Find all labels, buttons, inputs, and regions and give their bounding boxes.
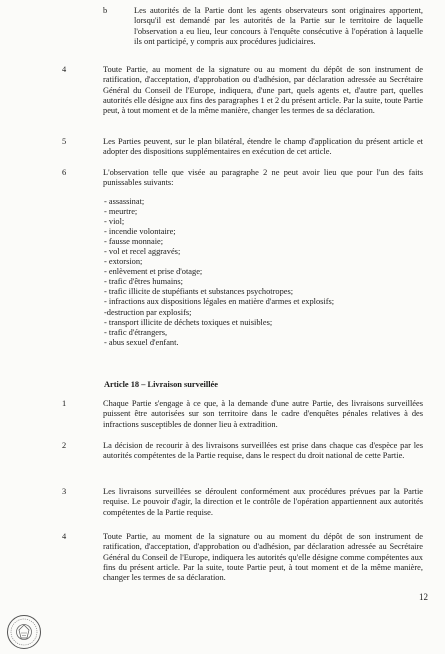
paragraph-text: Les livraisons surveillées se déroulent conformément aux procédures prévues par la Partie requise. Le pouvoir d'agir, la direction et le contrôle de l'opération appartiennent aux autorités compétentes de la Partie requise. [103,487,423,517]
list-item: - infractions aux dispositions légales en matière d'armes et explosifs; [104,297,335,307]
list-item: - trafic d'êtres humains; [104,277,183,287]
paragraph-text: L'observation telle que visée au paragraphe 2 ne peut avoir lieu que pour l'un des faits punissables suivants: [103,168,423,188]
list-item: - abus sexuel d'enfant. [104,337,179,347]
list-item: - extorsion; [104,257,143,267]
list-item: - trafic d'étrangers, [104,327,168,337]
list-item: - meurtre; [104,207,138,217]
list-item: - fausse monnaie; [104,237,164,247]
paragraph-number: b [103,6,108,15]
list-item: -destruction par explosifs; [104,307,192,317]
list-item: - assassinat; [104,197,145,206]
paragraph-number: 4 [62,65,67,74]
paragraph-number: 3 [62,487,67,496]
paragraph-number: 6 [62,168,67,177]
paragraph-text: Toute Partie, au moment de la signature ou au moment du dépôt de son instrument de ratification, d'acceptation, d'approbation ou d'adhésion, par déclaration adressée au Secrétaire Général du Conseil de l'Europe, indiquera, d'une part, quels agents et, d'autre part, quelles autorités elle désigne aux fins des paragraphes 1 et 2 du présent article. Par la suite, toute Partie peut, à tout moment et de la même manière, changer les termes de sa déclaration. [103,65,423,116]
list-item: - enlèvement et prise d'otage; [104,267,203,277]
paragraph-number: 1 [62,399,67,408]
article-heading: Article 18 – Livraison surveillée [104,380,218,389]
seal-stamp-icon [6,614,42,650]
list-item: - incendie volontaire; [104,227,176,237]
list-item: - viol; [104,217,125,227]
paragraph-text: Les Parties peuvent, sur le plan bilatéral, étendre le champ d'application du présent article et adopter des dispositions supplémentaires en exécution de cet article. [103,137,423,157]
paragraph-text: Chaque Partie s'engage à ce que, à la demande d'une autre Partie, des livraisons surveillées puissent être autorisées sur son territoire dans le cadre d'enquêtes pénales relatives à des infractions susceptibles de donner lieu à extradition. [103,399,423,429]
paragraph-text: La décision de recourir à des livraisons surveillées est prise dans chaque cas d'espèce par les autorités compétentes de la Partie requise, dans le respect du droit national de cette Partie. [103,441,423,461]
paragraph-number: 5 [62,137,67,146]
page-number: 12 [419,592,428,602]
list-item: - trafic illicite de stupéfiants et substances psychotropes; [104,287,294,297]
list-item: - vol et recel aggravés; [104,247,181,257]
paragraph-number: 2 [62,441,67,450]
list-item: - transport illicite de déchets toxiques et nuisibles; [104,317,273,327]
paragraph-number: 4 [62,532,67,541]
offences-list [104,197,404,348]
paragraph-text: Les autorités de la Partie dont les agents observateurs sont originaires apportent, lorsqu'il est demandé par les autorités de la Partie sur le territoire de laquelle l'observation a eu lieu, leur concours à l'enquête consécutive à l'opération à laquelle ils ont participé, y compris aux procédures judiciaires. [134,6,423,46]
paragraph-text: Toute Partie, au moment de la signature ou au moment du dépôt de son instrument de ratification, d'acceptation, d'approbation ou d'adhésion, par déclaration adressée au Secrétaire Général du Conseil de l'Europe, indiquera les autorités qu'elle désigne comme compétentes aux fins du présent article. Par la suite, toute Partie peut, à tout moment et de la même manière, changer les termes de sa déclaration. [103,532,423,583]
